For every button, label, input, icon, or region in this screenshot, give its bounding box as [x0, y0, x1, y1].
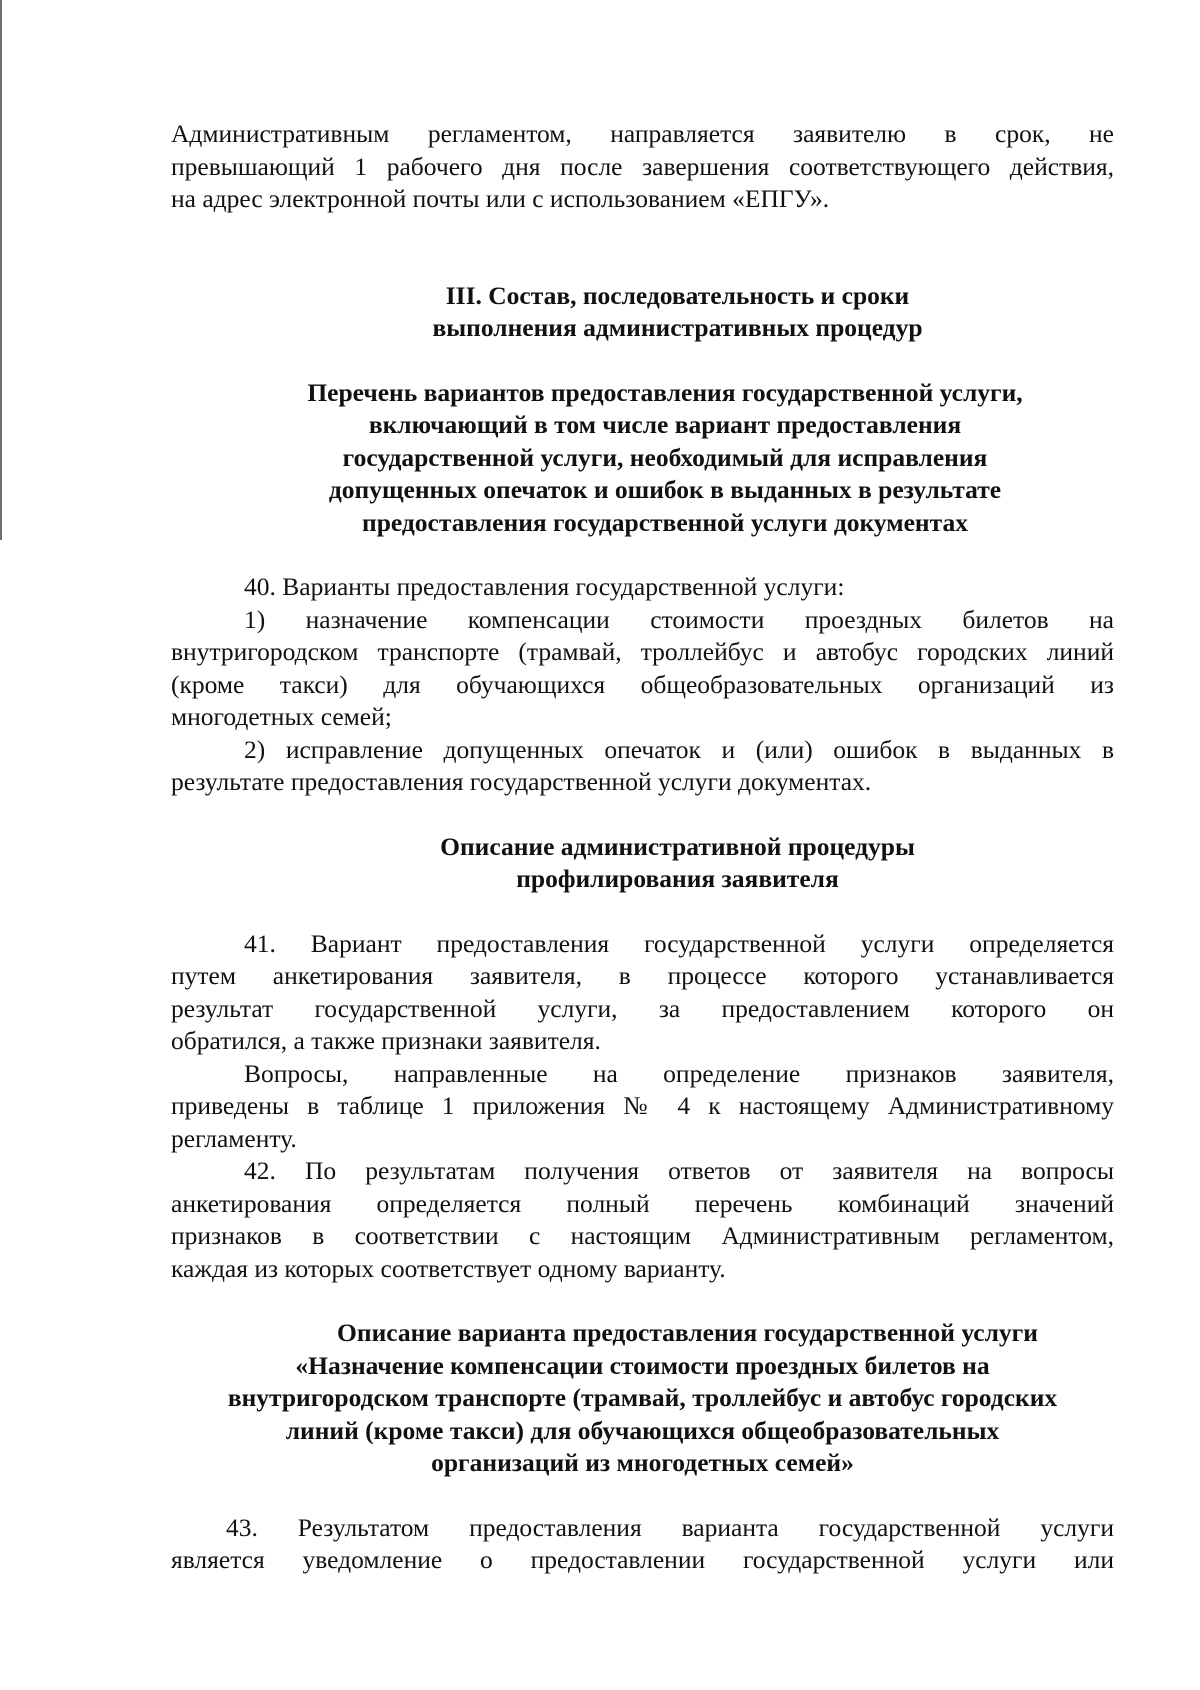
- text-line: регламенту.: [171, 1123, 297, 1153]
- scan-edge-line: [0, 0, 2, 540]
- heading-line: Перечень вариантов предоставления государственной услуги,: [307, 377, 1023, 407]
- text-line: 2) исправление допущенных опечаток и (или) ошибок в выданных в: [244, 734, 1114, 764]
- heading-line: предоставления государственной услуги документах: [362, 507, 968, 537]
- text-line: 41. Вариант предоставления государственной услуги определяется: [244, 928, 1114, 958]
- heading-line: допущенных опечаток и ошибок в выданных в результате: [328, 475, 1002, 504]
- text-line: 42. По результатам получения ответов от заявителя на вопросы: [244, 1156, 1114, 1185]
- text-line: превышающий 1 рабочего дня после завершения соответствующего действия,: [171, 151, 1114, 181]
- heading-line: выполнения административных процедур: [432, 313, 923, 342]
- text-line: (кроме такси) для обучающихся общеобразовательных организаций из: [171, 669, 1114, 699]
- text-line: результат государственной услуги, за предоставлением которого он: [171, 993, 1114, 1023]
- text-line: 1) назначение компенсации стоимости проездных билетов на: [244, 604, 1114, 634]
- paragraph-42: [171, 1155, 1114, 1285]
- heading-line: внутригородском транспорте (трамвай, троллейбус и автобус городских: [227, 1383, 1058, 1412]
- text-line: многодетных семей;: [171, 702, 392, 731]
- variant-description-heading: [171, 1317, 1114, 1480]
- paragraph-40-item-1: [171, 604, 1114, 734]
- text-line: обратился, а также признаки заявителя.: [171, 1026, 601, 1055]
- text-line: анкетирования определяется полный перечень комбинаций значений: [171, 1188, 1114, 1218]
- heading-line: профилирования заявителя: [516, 864, 839, 893]
- text-line: признаков в соответствии с настоящим Административным регламентом,: [171, 1221, 1114, 1250]
- text-line: на адрес электронной почты или с использованием «ЕПГУ».: [171, 184, 830, 213]
- heading-line: Описание варианта предоставления государственной услуги: [337, 1318, 1038, 1347]
- text-line: каждая из которых соответствует одному варианту.: [171, 1253, 726, 1283]
- variants-list-heading: [171, 377, 1114, 540]
- heading-line: организаций из многодетных семей»: [431, 1448, 854, 1477]
- heading-line: линий (кроме такси) для обучающихся общеобразовательных: [285, 1415, 1000, 1445]
- text-line: Вопросы, направленные на определение признаков заявителя,: [244, 1058, 1114, 1088]
- text-line: результате предоставления государственной услуги документах.: [171, 767, 872, 796]
- heading-line: III. Состав, последовательность и сроки: [445, 280, 910, 310]
- heading-line: «Назначение компенсации стоимости проездных билетов на: [295, 1350, 990, 1380]
- heading-line: включающий в том числе вариант предоставления: [368, 410, 962, 439]
- section-heading: [171, 280, 1114, 345]
- paragraph-43: [171, 1512, 1114, 1577]
- text-line: является уведомление о предоставлении государственной услуги или: [171, 1545, 1114, 1574]
- paragraph-41-questions: [171, 1058, 1114, 1156]
- text-line: приведены в таблице 1 приложения № 4 к настоящему Административному: [171, 1091, 1114, 1120]
- text-line: путем анкетирования заявителя, в процессе которого устанавливается: [171, 961, 1114, 990]
- document-body: [171, 118, 1114, 1577]
- heading-line: Описание административной процедуры: [440, 831, 915, 861]
- text-line: 43. Результатом предоставления варианта государственной услуги: [226, 1512, 1114, 1542]
- heading-line: государственной услуги, необходимый для исправления: [342, 442, 988, 472]
- paragraph-40-item-2: [171, 734, 1114, 799]
- paragraph-40: [171, 571, 1114, 604]
- text-line: 40. Варианты предоставления государственной услуги:: [244, 572, 845, 601]
- text-line: внутригородском транспорте (трамвай, троллейбус и автобус городских линий: [171, 637, 1114, 666]
- profiling-heading: [171, 831, 1114, 896]
- intro-paragraph: [171, 118, 1114, 216]
- text-line: Административным регламентом, направляется заявителю в срок, не: [171, 119, 1114, 148]
- paragraph-41: [171, 928, 1114, 1058]
